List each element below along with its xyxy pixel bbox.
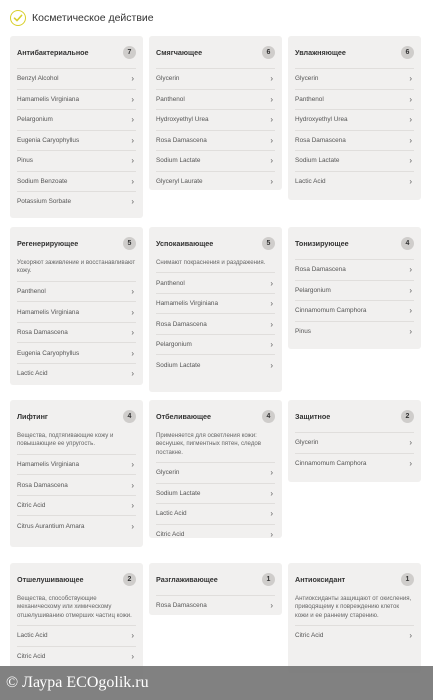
chevron-right-icon: ›: [131, 156, 134, 166]
ingredient-name: Potassium Sorbate: [17, 198, 71, 206]
ingredient-name: Pinus: [17, 157, 33, 165]
ingredient-link[interactable]: [17, 322, 136, 343]
chevron-right-icon: ›: [270, 529, 273, 538]
card-header: [295, 563, 414, 595]
chevron-right-icon: ›: [409, 176, 412, 186]
chevron-right-icon: ›: [409, 135, 412, 145]
chevron-right-icon: ›: [409, 438, 412, 448]
ingredient-name: Pinus: [295, 327, 311, 335]
ingredient-link[interactable]: [295, 259, 414, 280]
card-description: Вещества, способствующие механическому или химическому отшелушиванию отмерших частиц кожи.: [17, 595, 132, 619]
ingredient-name: Citrus Aurantium Amara: [17, 522, 85, 530]
ingredient-link[interactable]: [295, 150, 414, 171]
card-description: Вещества, подтягивающие кожу и повышающие ее упругость.: [17, 432, 114, 448]
effect-card: [10, 400, 143, 547]
ingredient-link[interactable]: [156, 313, 275, 334]
chevron-right-icon: ›: [270, 360, 273, 370]
ingredient-link[interactable]: [156, 272, 275, 293]
ingredient-name: Hamamelis Virginiana: [156, 300, 219, 308]
ingredient-link[interactable]: [156, 293, 275, 314]
chevron-right-icon: ›: [270, 488, 273, 498]
ingredient-name: Lactic Acid: [295, 177, 326, 185]
count-badge: 2: [401, 410, 414, 423]
chevron-right-icon: ›: [131, 348, 134, 358]
ingredient-link[interactable]: [17, 454, 136, 475]
ingredient-name: Sodium Benzoate: [17, 177, 68, 185]
chevron-right-icon: ›: [131, 460, 134, 470]
ingredient-link[interactable]: [295, 321, 414, 342]
ingredient-link[interactable]: [156, 130, 275, 151]
ingredient-name: Rosa Damascena: [295, 136, 346, 144]
ingredient-link[interactable]: [17, 646, 136, 667]
ingredient-link[interactable]: [156, 483, 275, 504]
card-header: [295, 36, 414, 68]
count-badge: 5: [262, 237, 275, 250]
chevron-right-icon: ›: [131, 651, 134, 661]
ingredient-name: Rosa Damascena: [17, 481, 68, 489]
ingredient-link[interactable]: [156, 68, 275, 89]
chevron-right-icon: ›: [270, 115, 273, 125]
chevron-right-icon: ›: [131, 197, 134, 207]
count-badge: 1: [262, 573, 275, 586]
cosmetic-effects-grid: [10, 36, 425, 700]
chevron-right-icon: ›: [131, 115, 134, 125]
card-title: Антибактериальное: [17, 47, 89, 57]
ingredient-link[interactable]: [17, 301, 136, 322]
ingredient-name: Pelargonium: [295, 286, 331, 294]
card-header: [156, 227, 275, 259]
ingredient-name: Rosa Damascena: [156, 320, 207, 328]
chevron-right-icon: ›: [409, 115, 412, 125]
ingredient-name: Citric Acid: [17, 502, 46, 510]
ingredient-link[interactable]: [156, 89, 275, 110]
chevron-right-icon: ›: [409, 156, 412, 166]
effect-card: [288, 563, 421, 673]
card-title: Тонизирующее: [295, 238, 349, 248]
ingredient-name: Glycerin: [295, 75, 319, 83]
ingredient-name: Hydroxyethyl Urea: [295, 116, 348, 124]
ingredient-name: Lactic Acid: [17, 632, 48, 640]
ingredient-link[interactable]: [17, 625, 136, 646]
chevron-right-icon: ›: [131, 369, 134, 379]
card-header: [17, 36, 136, 68]
ingredient-link[interactable]: [295, 300, 414, 321]
ingredient-name: Cinnamomum Camphora: [295, 459, 367, 467]
ingredient-link[interactable]: [17, 109, 136, 130]
chevron-right-icon: ›: [270, 94, 273, 104]
ingredient-link[interactable]: [295, 130, 414, 151]
chevron-right-icon: ›: [270, 135, 273, 145]
card-header: [17, 563, 136, 595]
card-title: Отбеливающее: [156, 411, 212, 421]
ingredient-name: Eugenia Caryophyllus: [17, 136, 80, 144]
ingredient-link[interactable]: [17, 150, 136, 171]
ingredient-name: Sodium Lactate: [156, 489, 201, 497]
ingredient-name: Hamamelis Virginiana: [17, 308, 80, 316]
ingredient-name: Sodium Lactate: [295, 157, 340, 165]
ingredient-name: Rosa Damascena: [156, 602, 207, 610]
count-badge: 4: [123, 410, 136, 423]
checkmark-icon: [10, 10, 26, 26]
count-badge: 6: [401, 46, 414, 59]
ingredient-link[interactable]: [156, 150, 275, 171]
ingredient-name: Rosa Damascena: [295, 266, 346, 274]
chevron-right-icon: ›: [270, 319, 273, 329]
ingredient-name: Hamamelis Virginiana: [17, 461, 80, 469]
ingredient-name: Sodium Lactate: [156, 361, 201, 369]
ingredient-name: Cinnamomum Camphora: [295, 307, 367, 315]
ingredient-link[interactable]: [156, 462, 275, 483]
ingredient-name: Hamamelis Virginiana: [17, 95, 80, 103]
card-title: Защитное: [295, 411, 331, 421]
chevron-right-icon: ›: [270, 156, 273, 166]
card-header: [156, 400, 275, 432]
ingredient-link[interactable]: [156, 354, 275, 375]
ingredient-link[interactable]: [17, 281, 136, 302]
count-badge: 7: [123, 46, 136, 59]
chevron-right-icon: ›: [131, 328, 134, 338]
chevron-right-icon: ›: [409, 265, 412, 275]
chevron-right-icon: ›: [131, 135, 134, 145]
card-header: [17, 400, 136, 432]
effect-card: [10, 227, 143, 385]
section-header: [10, 9, 154, 27]
card-title: Увлажняющее: [295, 47, 346, 57]
ingredient-name: Eugenia Caryophyllus: [17, 349, 80, 357]
ingredient-link[interactable]: [17, 191, 136, 212]
card-header: [156, 36, 275, 68]
card-title: Регенерирующее: [17, 238, 79, 248]
ingredient-link[interactable]: [156, 334, 275, 355]
chevron-right-icon: ›: [131, 307, 134, 317]
count-badge: 5: [123, 237, 136, 250]
ingredient-link[interactable]: [17, 68, 136, 89]
chevron-right-icon: ›: [409, 631, 412, 641]
chevron-right-icon: ›: [409, 94, 412, 104]
chevron-right-icon: ›: [131, 521, 134, 531]
ingredient-link[interactable]: [295, 171, 414, 192]
card-title: Лифтинг: [17, 411, 48, 421]
ingredient-name: Pelargonium: [156, 341, 192, 349]
chevron-right-icon: ›: [131, 480, 134, 490]
effect-card: [149, 563, 282, 615]
ingredient-link[interactable]: [17, 363, 136, 384]
ingredient-link[interactable]: [17, 474, 136, 495]
ingredient-name: Panthenol: [17, 288, 46, 296]
ingredient-link[interactable]: [295, 89, 414, 110]
ingredient-name: Panthenol: [156, 95, 185, 103]
effect-card: [10, 36, 143, 218]
section-title: Косметическое действие: [32, 12, 154, 24]
chevron-right-icon: ›: [131, 176, 134, 186]
ingredient-name: Rosa Damascena: [156, 136, 207, 144]
count-badge: 1: [401, 573, 414, 586]
chevron-right-icon: ›: [270, 74, 273, 84]
ingredient-link[interactable]: [17, 89, 136, 110]
card-description: Снимают покраснения и раздражения.: [156, 259, 266, 266]
ingredient-name: Panthenol: [295, 95, 324, 103]
watermark-text: © Лаура ECOgolik.ru: [6, 674, 149, 691]
ingredient-name: Sodium Lactate: [156, 157, 201, 165]
card-description: Применяется для осветления кожи: веснушек, пигментных пятен, следов постакне.: [156, 432, 261, 456]
chevron-right-icon: ›: [270, 278, 273, 288]
chevron-right-icon: ›: [270, 176, 273, 186]
effect-card: [149, 227, 282, 392]
chevron-right-icon: ›: [131, 501, 134, 511]
ingredient-link[interactable]: [17, 342, 136, 363]
card-header: [17, 227, 136, 259]
chevron-right-icon: ›: [270, 601, 273, 611]
ingredient-link[interactable]: [156, 595, 275, 615]
chevron-right-icon: ›: [131, 74, 134, 84]
card-title: Антиоксидант: [295, 574, 346, 584]
ingredient-name: Hydroxyethyl Urea: [156, 116, 209, 124]
card-header: [295, 400, 414, 432]
count-badge: 2: [123, 573, 136, 586]
ingredient-name: Glycerin: [156, 75, 180, 83]
ingredient-link[interactable]: [295, 625, 414, 646]
chevron-right-icon: ›: [131, 631, 134, 641]
ingredient-link[interactable]: [17, 130, 136, 151]
chevron-right-icon: ›: [270, 468, 273, 478]
chevron-right-icon: ›: [270, 509, 273, 519]
ingredient-name: Glycerin: [156, 469, 180, 477]
card-description: Ускоряют заживление и восстанавливают кожу.: [17, 259, 136, 275]
ingredient-link[interactable]: [17, 515, 136, 536]
ingredient-name: Glycerin: [295, 439, 319, 447]
card-description: Антиоксиданты защищают от окисления, приводящему к повреждению клеток кожи и ее раннему старению.: [295, 595, 412, 619]
ingredient-link[interactable]: [295, 109, 414, 130]
ingredient-link[interactable]: [295, 68, 414, 89]
card-title: Разглаживающее: [156, 574, 218, 584]
chevron-right-icon: ›: [409, 306, 412, 316]
card-title: Смягчающее: [156, 47, 203, 57]
watermark-bar: [0, 666, 433, 700]
ingredient-link[interactable]: [295, 453, 414, 474]
effect-card: [288, 227, 421, 349]
chevron-right-icon: ›: [270, 299, 273, 309]
effect-card: [149, 400, 282, 538]
ingredient-link[interactable]: [156, 503, 275, 524]
card-title: Отшелушивающее: [17, 574, 84, 584]
count-badge: 4: [262, 410, 275, 423]
ingredient-name: Rosa Damascena: [17, 329, 68, 337]
ingredient-link[interactable]: [17, 171, 136, 192]
card-title: Успокаивающее: [156, 238, 214, 248]
ingredient-name: Panthenol: [156, 279, 185, 287]
chevron-right-icon: ›: [409, 74, 412, 84]
ingredient-name: Citric Acid: [295, 632, 324, 640]
ingredient-name: Benzyl Alcohol: [17, 75, 59, 83]
effect-card: [288, 36, 421, 200]
count-badge: 6: [262, 46, 275, 59]
ingredient-link[interactable]: [295, 432, 414, 453]
count-badge: 4: [401, 237, 414, 250]
ingredient-link[interactable]: [295, 280, 414, 301]
chevron-right-icon: ›: [131, 94, 134, 104]
chevron-right-icon: ›: [131, 287, 134, 297]
ingredient-link[interactable]: [156, 109, 275, 130]
card-header: [295, 227, 414, 259]
chevron-right-icon: ›: [409, 458, 412, 468]
ingredient-name: Citric Acid: [17, 652, 46, 660]
chevron-right-icon: ›: [270, 340, 273, 350]
effect-card: [149, 36, 282, 190]
card-header: [156, 563, 275, 595]
ingredient-name: Lactic Acid: [17, 370, 48, 378]
ingredient-link[interactable]: [17, 495, 136, 516]
ingredient-name: Pelargonium: [17, 116, 53, 124]
effect-card: [288, 400, 421, 482]
ingredient-name: Glyceryl Laurate: [156, 177, 203, 185]
ingredient-link[interactable]: [156, 171, 275, 191]
ingredient-name: Lactic Acid: [156, 510, 187, 518]
ingredient-link[interactable]: [156, 524, 275, 538]
ingredient-name: Citric Acid: [156, 530, 185, 538]
chevron-right-icon: ›: [409, 326, 412, 336]
chevron-right-icon: ›: [409, 285, 412, 295]
